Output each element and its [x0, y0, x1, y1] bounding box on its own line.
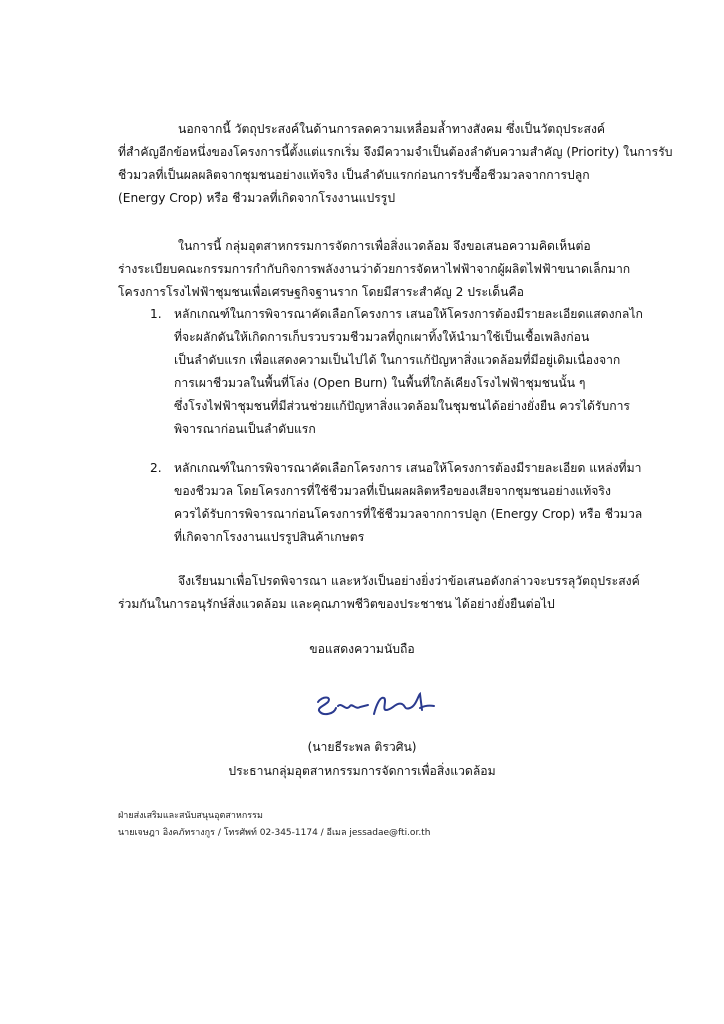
paragraph-line: ร่างระเบียบคณะกรรมการกำกับกิจการพลังงานว่าด้วยการจัดหาไฟฟ้าจากผู้ผลิตไฟฟ้าขนาดเล็กมาก	[118, 262, 631, 276]
paragraph-line: จึงเรียนมาเพื่อโปรดพิจารณา และหวังเป็นอย่างยิ่งว่าข้อเสนอดังกล่าวจะบรรลุวัตถุประสงค์	[178, 574, 640, 588]
list-line: ควรได้รับการพิจารณาก่อนโครงการที่ใช้ชีวมวลจากการปลูก (Energy Crop) หรือ ชีวมวล	[174, 507, 643, 521]
paragraph-line: ในการนี้ กลุ่มอุตสาหกรรมการจัดการเพื่อสิ่งแวดล้อม จึงขอเสนอความคิดเห็นต่อ	[178, 239, 591, 253]
signer-name: (นายธีระพล ติรวศิน)	[307, 740, 417, 754]
paragraph-line: นอกจากนี้ วัตถุประสงค์ในด้านการลดความเหลื่อมล้ำทางสังคม ซึ่งเป็นวัตถุประสงค์	[178, 122, 606, 136]
paragraph-objective	[118, 118, 673, 210]
handwritten-signature	[312, 688, 442, 722]
closing-salutation: ขอแสดงความนับถือ	[309, 642, 415, 656]
list-line: เป็นลำดับแรก เพื่อแสดงความเป็นไปได้ ในการแก้ปัญหาสิ่งแวดล้อมที่มีอยู่เดิมเนื่องจาก	[174, 353, 621, 367]
list-line: ซึ่งโรงไฟฟ้าชุมชนที่มีส่วนช่วยแก้ปัญหาสิ่งแวดล้อมในชุมชนได้อย่างยั่งยืน ควรได้รับการ	[174, 399, 630, 413]
list-body	[174, 303, 643, 441]
list-line: หลักเกณฑ์ในการพิจารณาคัดเลือกโครงการ เสนอให้โครงการต้องมีรายละเอียด แหล่งที่มา	[174, 461, 642, 475]
list-line: ที่เกิดจากโรงงานแปรรูปสินค้าเกษตร	[174, 530, 365, 544]
list-number: 2.	[150, 461, 162, 475]
list-line: ของชีวมวล โดยโครงการที่ใช้ชีวมวลที่เป็นผลผลิตหรือของเสียจากชุมชนอย่างแท้จริง	[174, 484, 611, 498]
signer-title: ประธานกลุ่มอุตสาหกรรมการจัดการเพื่อสิ่งแวดล้อม	[228, 764, 496, 778]
paragraph-line: โครงการโรงไฟฟ้าชุมชนเพื่อเศรษฐกิจฐานราก โดยมีสาระสำคัญ 2 ประเด็นคือ	[118, 285, 524, 299]
list-line: การเผาชีวมวลในพื้นที่โล่ง (Open Burn) ในพื้นที่ใกล้เคียงโรงไฟฟ้าชุมชนนั้น ๆ	[174, 376, 586, 390]
paragraph-line: ชีวมวลที่เป็นผลผลิตจากชุมชนอย่างแท้จริง เป็นลำดับแรกก่อนการรับซื้อชีวมวลจากการปลูก	[118, 168, 590, 182]
list-line: พิจารณาก่อนเป็นลำดับแรก	[174, 422, 316, 436]
list-line: หลักเกณฑ์ในการพิจารณาคัดเลือกโครงการ เสนอให้โครงการต้องมีรายละเอียดแสดงกลไก	[174, 307, 643, 321]
paragraph-conclusion	[118, 570, 640, 616]
footer-department: ฝ่ายส่งเสริมและสนับสนุนอุตสาหกรรม	[118, 811, 263, 821]
paragraph-line: ที่สำคัญอีกข้อหนึ่งของโครงการนี้ตั้งแต่แรกเริ่ม จึงมีความจำเป็นต้องลำดับความสำคัญ (Priority) ในการรับ	[118, 145, 673, 159]
list-number: 1.	[150, 307, 162, 321]
footer-contact-line: นายเจษฎา อิงคภัทรางกูร / โทรศัพท์ 02-345-1174 / อีเมล jessadae@fti.or.th	[118, 828, 431, 838]
paragraph-proposal	[118, 235, 631, 304]
paragraph-line: ร่วมกันในการอนุรักษ์สิ่งแวดล้อม และคุณภาพชีวิตของประชาชน ได้อย่างยั่งยืนต่อไป	[118, 597, 555, 611]
list-line: ที่จะผลักดันให้เกิดการเก็บรวบรวมชีวมวลที่ถูกเผาทิ้งให้นำมาใช้เป็นเชื้อเพลิงก่อน	[174, 330, 590, 344]
list-body	[174, 457, 643, 549]
footer-contact	[118, 808, 430, 842]
paragraph-line: (Energy Crop) หรือ ชีวมวลที่เกิดจากโรงงานแปรรูป	[118, 191, 396, 205]
